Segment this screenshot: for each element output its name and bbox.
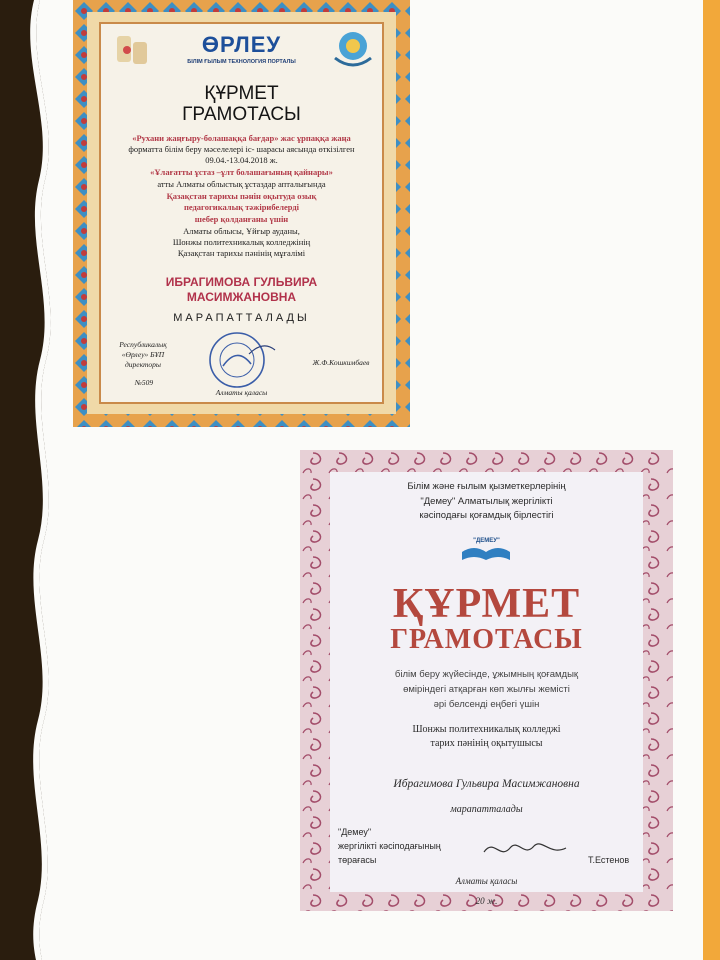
header-line2: "Демеу" Алматылық жергілікті bbox=[420, 496, 553, 507]
right-accent-border bbox=[698, 0, 720, 960]
org-line2: тарих пәнінің оқытушысы bbox=[430, 738, 543, 749]
certificate-number: №509 bbox=[134, 378, 154, 387]
text-line: педагогикалық тәжірибелерді bbox=[183, 202, 300, 212]
signer-line3: төрағасы bbox=[338, 855, 377, 865]
header-line1: Білім және ғылым қызметкерлерінің bbox=[407, 481, 566, 492]
text-line: Шонжы политехникалық колледжінің bbox=[172, 237, 311, 247]
logo-text: "ДЕМЕУ" bbox=[473, 538, 500, 544]
signer-line2: жергілікті кәсіподағының bbox=[338, 841, 441, 851]
text-line: атты Алматы облыстық ұстаздар апталығында bbox=[157, 179, 326, 189]
award-text: марапатталады bbox=[450, 804, 523, 815]
recipient-name-line1: ИБРАГИМОВА ГУЛЬВИРА bbox=[165, 275, 318, 289]
certificate-body bbox=[330, 472, 643, 892]
signer-line1: "Демеу" bbox=[338, 827, 372, 837]
reason-line2: өміріндегі атқарған көп жылғы жемісті bbox=[403, 684, 570, 695]
official-stamp bbox=[199, 330, 279, 390]
recipient-name: Ибрагимова Гульвира Масимжановна bbox=[393, 778, 580, 790]
signer-name: Ж.Ф.Кошкимбаев bbox=[312, 358, 370, 367]
recipient-name-line2: МАСИМЖАНОВНА bbox=[186, 290, 297, 304]
text-line: 09.04.-13.04.2018 ж. bbox=[205, 155, 278, 165]
text-line: шебер қолданғаны үшін bbox=[194, 214, 289, 224]
certificate-body bbox=[99, 22, 384, 404]
signer-org-line2: «Өрлеу» БҰП bbox=[121, 350, 165, 359]
header-line3: кәсіподағы қоғамдық бірлестігі bbox=[419, 510, 554, 521]
certificate-title-line1: ҚҰРМЕТ bbox=[204, 83, 279, 104]
text-line: Қазақстан тарихы пәнінің мұғалімі bbox=[177, 248, 306, 258]
year: 20 ж. bbox=[475, 896, 498, 906]
org-line1: Шонжы политехникалық колледжі bbox=[412, 724, 561, 735]
text-line: форматта білім беру мәселелері іс- шарасы аясында өткізілген bbox=[128, 144, 355, 154]
portal-caption: БІЛІМ ҒЫЛЫМ ТЕХНОЛОГИЯ ПОРТАЛЫ bbox=[187, 59, 296, 65]
city: Алматы қаласы bbox=[455, 876, 518, 886]
city: Алматы қаласы bbox=[215, 388, 268, 397]
text-line: Қазақстан тарихы пәнін оқытуда озық bbox=[166, 191, 317, 201]
certificate-demeu bbox=[300, 450, 673, 911]
signer-org-line1: Республикалық bbox=[119, 340, 167, 349]
award-text: МАРАПАТТАЛАДЫ bbox=[173, 312, 310, 324]
text-line: «Рухани жаңғыру-болашаққа бағдар» жас ұрпаққа жаңа bbox=[132, 133, 351, 143]
brand-name: ӨРЛЕУ bbox=[201, 32, 282, 57]
text-line: «Ұлағатты ұстаз –ұлт болашағының қайнары» bbox=[150, 167, 333, 177]
signature bbox=[480, 834, 570, 864]
certificate-orleu bbox=[73, 0, 410, 427]
text-line: Алматы облысы, Ұйғыр ауданы, bbox=[183, 226, 300, 236]
signer-name: Т.Естенов bbox=[588, 855, 630, 865]
certificate-title-line1: ҚҰРМЕТ bbox=[392, 581, 581, 627]
reason-line1: білім беру жүйесінде, ұжымның қоғамдық bbox=[394, 669, 579, 680]
certificate-title-line2: ГРАМОТАСЫ bbox=[390, 624, 583, 655]
reason-line3: әрі белсенді еңбегі үшін bbox=[433, 699, 540, 710]
signer-org-line3: директоры bbox=[124, 360, 162, 369]
certificate-title-line2: ГРАМОТАСЫ bbox=[182, 104, 301, 125]
